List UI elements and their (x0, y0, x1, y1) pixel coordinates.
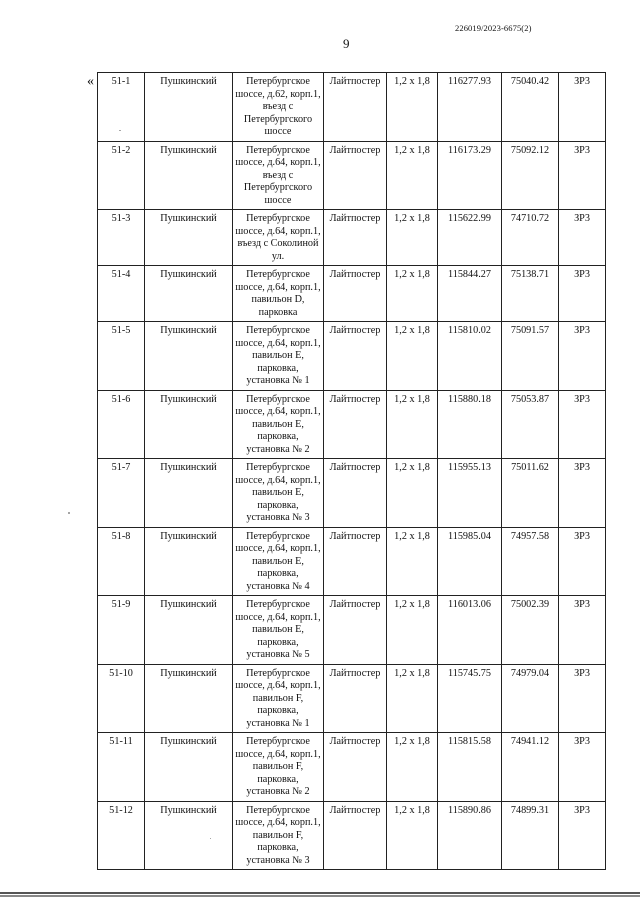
y-coordinate-cell: 74710.72 (502, 210, 559, 266)
zone-cell: ЗР3 (559, 664, 606, 733)
table-row (98, 390, 606, 459)
table-body (98, 73, 606, 870)
row-number: 51-2 (98, 141, 145, 210)
district-cell: Пушкинский (145, 210, 233, 266)
structure-type-cell: Лайтпостер (324, 141, 387, 210)
table-row (98, 801, 606, 870)
zone-cell: ЗР3 (559, 266, 606, 322)
table-row (98, 73, 606, 142)
district-cell: Пушкинский (145, 390, 233, 459)
size-cell: 1,2 х 1,8 (387, 733, 438, 802)
address-cell: Петербургское шоссе, д.64, корп.1, павильон E, парковка, установка № 1 (233, 322, 324, 391)
district-cell: Пушкинский (145, 733, 233, 802)
district-cell: Пушкинский (145, 664, 233, 733)
table-row (98, 596, 606, 665)
row-number: 51-3 (98, 210, 145, 266)
y-coordinate-cell: 75011.62 (502, 459, 559, 528)
zone-cell: ЗР3 (559, 210, 606, 266)
row-number: 51-1 (98, 73, 145, 142)
address-cell: Петербургское шоссе, д.64, корп.1, въезд с Соколиной ул. (233, 210, 324, 266)
bottom-scan-rule (0, 892, 640, 897)
structure-type-cell: Лайтпостер (324, 596, 387, 665)
y-coordinate-cell: 74979.04 (502, 664, 559, 733)
zone-cell: ЗР3 (559, 390, 606, 459)
table-row (98, 210, 606, 266)
y-coordinate-cell: 74899.31 (502, 801, 559, 870)
address-cell: Петербургское шоссе, д.64, корп.1, павильон E, парковка, установка № 5 (233, 596, 324, 665)
table-row (98, 664, 606, 733)
row-number: 51-6 (98, 390, 145, 459)
x-coordinate-cell: 115880.18 (438, 390, 502, 459)
structure-type-cell: Лайтпостер (324, 210, 387, 266)
address-cell: Петербургское шоссе, д.62, корп.1, въезд с Петербургского шоссе (233, 73, 324, 142)
address-cell: Петербургское шоссе, д.64, корп.1, павильон E, парковка, установка № 2 (233, 390, 324, 459)
x-coordinate-cell: 116277.93 (438, 73, 502, 142)
row-number: 51-9 (98, 596, 145, 665)
zone-cell: ЗР3 (559, 322, 606, 391)
x-coordinate-cell: 115844.27 (438, 266, 502, 322)
zone-cell: ЗР3 (559, 733, 606, 802)
zone-cell: ЗР3 (559, 801, 606, 870)
structure-type-cell: Лайтпостер (324, 459, 387, 528)
y-coordinate-cell: 75002.39 (502, 596, 559, 665)
y-coordinate-cell: 75091.57 (502, 322, 559, 391)
district-cell: Пушкинский (145, 141, 233, 210)
structure-type-cell: Лайтпостер (324, 733, 387, 802)
size-cell: 1,2 х 1,8 (387, 73, 438, 142)
scan-speck (210, 838, 211, 839)
opening-quote-mark: « (87, 74, 94, 89)
size-cell: 1,2 х 1,8 (387, 390, 438, 459)
y-coordinate-cell: 75138.71 (502, 266, 559, 322)
table-row (98, 266, 606, 322)
size-cell: 1,2 х 1,8 (387, 322, 438, 391)
y-coordinate-cell: 74957.58 (502, 527, 559, 596)
structure-type-cell: Лайтпостер (324, 664, 387, 733)
district-cell: Пушкинский (145, 266, 233, 322)
x-coordinate-cell: 116013.06 (438, 596, 502, 665)
x-coordinate-cell: 115815.58 (438, 733, 502, 802)
district-cell: Пушкинский (145, 801, 233, 870)
zone-cell: ЗР3 (559, 73, 606, 142)
y-coordinate-cell: 75040.42 (502, 73, 559, 142)
row-number: 51-11 (98, 733, 145, 802)
district-cell: Пушкинский (145, 322, 233, 391)
zone-cell: ЗР3 (559, 141, 606, 210)
structure-type-cell: Лайтпостер (324, 801, 387, 870)
address-cell: Петербургское шоссе, д.64, корп.1, павильон F, парковка, установка № 3 (233, 801, 324, 870)
zone-cell: ЗР3 (559, 596, 606, 665)
row-number: 51-10 (98, 664, 145, 733)
size-cell: 1,2 х 1,8 (387, 266, 438, 322)
x-coordinate-cell: 115745.75 (438, 664, 502, 733)
x-coordinate-cell: 115985.04 (438, 527, 502, 596)
table-row (98, 527, 606, 596)
table-row (98, 141, 606, 210)
x-coordinate-cell: 115622.99 (438, 210, 502, 266)
x-coordinate-cell: 116173.29 (438, 141, 502, 210)
y-coordinate-cell: 75092.12 (502, 141, 559, 210)
district-cell: Пушкинский (145, 596, 233, 665)
structure-type-cell: Лайтпостер (324, 390, 387, 459)
district-cell: Пушкинский (145, 527, 233, 596)
size-cell: 1,2 х 1,8 (387, 664, 438, 733)
district-cell: Пушкинский (145, 73, 233, 142)
row-number: 51-8 (98, 527, 145, 596)
table-row (98, 459, 606, 528)
structure-type-cell: Лайтпостер (324, 322, 387, 391)
size-cell: 1,2 х 1,8 (387, 141, 438, 210)
district-cell: Пушкинский (145, 459, 233, 528)
address-cell: Петербургское шоссе, д.64, корп.1, павильон E, парковка, установка № 3 (233, 459, 324, 528)
address-cell: Петербургское шоссе, д.64, корп.1, въезд с Петербургского шоссе (233, 141, 324, 210)
address-cell: Петербургское шоссе, д.64, корп.1, павильон E, парковка, установка № 4 (233, 527, 324, 596)
row-number: 51-7 (98, 459, 145, 528)
size-cell: 1,2 х 1,8 (387, 459, 438, 528)
row-number: 51-12 (98, 801, 145, 870)
row-number: 51-4 (98, 266, 145, 322)
size-cell: 1,2 х 1,8 (387, 210, 438, 266)
size-cell: 1,2 х 1,8 (387, 527, 438, 596)
page-number: 9 (343, 36, 350, 51)
address-cell: Петербургское шоссе, д.64, корп.1, павильон F, парковка, установка № 2 (233, 733, 324, 802)
table-row (98, 733, 606, 802)
x-coordinate-cell: 115810.02 (438, 322, 502, 391)
size-cell: 1,2 х 1,8 (387, 596, 438, 665)
address-cell: Петербургское шоссе, д.64, корп.1, павильон D, парковка (233, 266, 324, 322)
y-coordinate-cell: 75053.87 (502, 390, 559, 459)
zone-cell: ЗР3 (559, 459, 606, 528)
structure-type-cell: Лайтпостер (324, 73, 387, 142)
zone-cell: ЗР3 (559, 527, 606, 596)
advertising-structures-table (97, 72, 606, 870)
scan-speck (119, 130, 121, 131)
structure-type-cell: Лайтпостер (324, 527, 387, 596)
size-cell: 1,2 х 1,8 (387, 801, 438, 870)
row-number: 51-5 (98, 322, 145, 391)
y-coordinate-cell: 74941.12 (502, 733, 559, 802)
table-row (98, 322, 606, 391)
structure-type-cell: Лайтпостер (324, 266, 387, 322)
document-registration-number: 226019/2023-6675(2) (455, 23, 532, 33)
address-cell: Петербургское шоссе, д.64, корп.1, павильон F, парковка, установка № 1 (233, 664, 324, 733)
scan-speck (68, 512, 70, 514)
x-coordinate-cell: 115955.13 (438, 459, 502, 528)
x-coordinate-cell: 115890.86 (438, 801, 502, 870)
